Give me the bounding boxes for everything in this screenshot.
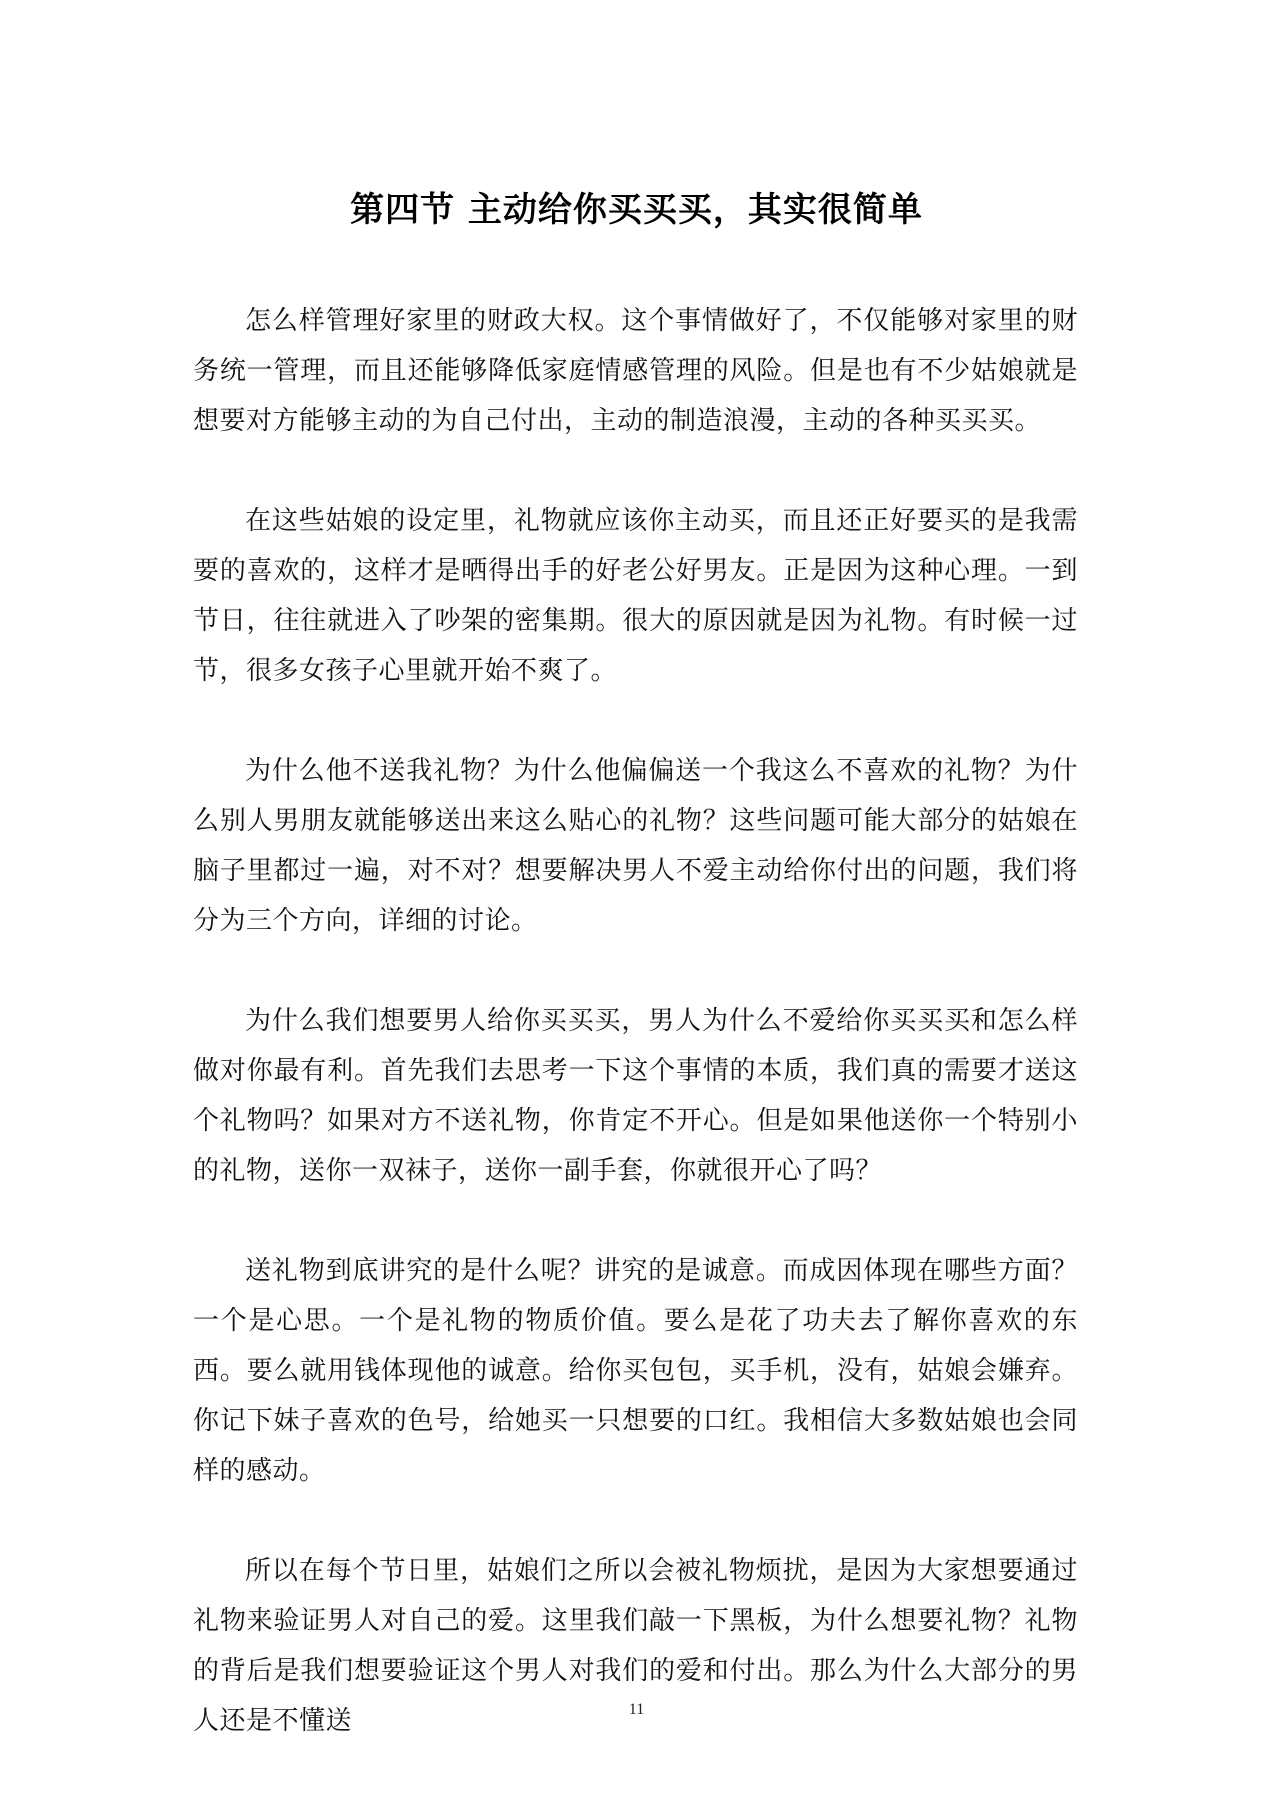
body-text [193, 296, 1078, 1796]
paragraph-3: 为什么他不送我礼物？为什么他偏偏送一个我这么不喜欢的礼物？为什么别人男朋友就能够送出来这么贴心的礼物？这些问题可能大部分的姑娘在脑子里都过一遍，对不对？想要解决男人不爱主动给你付出的问题，我们将分为三个方向，详细的讨论。 [193, 756, 1078, 936]
paragraph-6: 所以在每个节日里，姑娘们之所以会被礼物烦扰，是因为大家想要通过礼物来验证男人对自己的爱。这里我们敲一下黑板，为什么想要礼物？礼物的背后是我们想要验证这个男人对我们的爱和付出。那么为什么大部分的男人还是不懂送 [193, 1556, 1078, 1736]
page-number: 11 [628, 1701, 645, 1718]
paragraph-1: 怎么样管理好家里的财政大权。这个事情做好了，不仅能够对家里的财务统一管理，而且还能够降低家庭情感管理的风险。但是也有不少姑娘就是想要对方能够主动的为自己付出，主动的制造浪漫，主动的各种买买买。 [193, 306, 1078, 436]
paragraph-2: 在这些姑娘的设定里，礼物就应该你主动买，而且还正好要买的是我需要的喜欢的，这样才是晒得出手的好老公好男友。正是因为这种心理。一到节日，往往就进入了吵架的密集期。很大的原因就是因为礼物。有时候一过节，很多女孩子心里就开始不爽了。 [193, 506, 1078, 686]
paragraph-4: 为什么我们想要男人给你买买买，男人为什么不爱给你买买买和怎么样做对你最有利。首先我们去思考一下这个事情的本质，我们真的需要才送这个礼物吗？如果对方不送礼物，你肯定不开心。但是如果他送你一个特别小的礼物，送你一双袜子，送你一副手套，你就很开心了吗？ [193, 1006, 1078, 1186]
chapter-title: 第四节 主动给你买买买，其实很简单 [350, 189, 923, 230]
paragraph-5: 送礼物到底讲究的是什么呢？讲究的是诚意。而成因体现在哪些方面？一个是心思。一个是礼物的物质价值。要么是花了功夫去了解你喜欢的东西。要么就用钱体现他的诚意。给你买包包，买手机，没有，姑娘会嫌弃。你记下妹子喜欢的色号，给她买一只想要的口红。我相信大多数姑娘也会同样的感动。 [193, 1256, 1078, 1486]
